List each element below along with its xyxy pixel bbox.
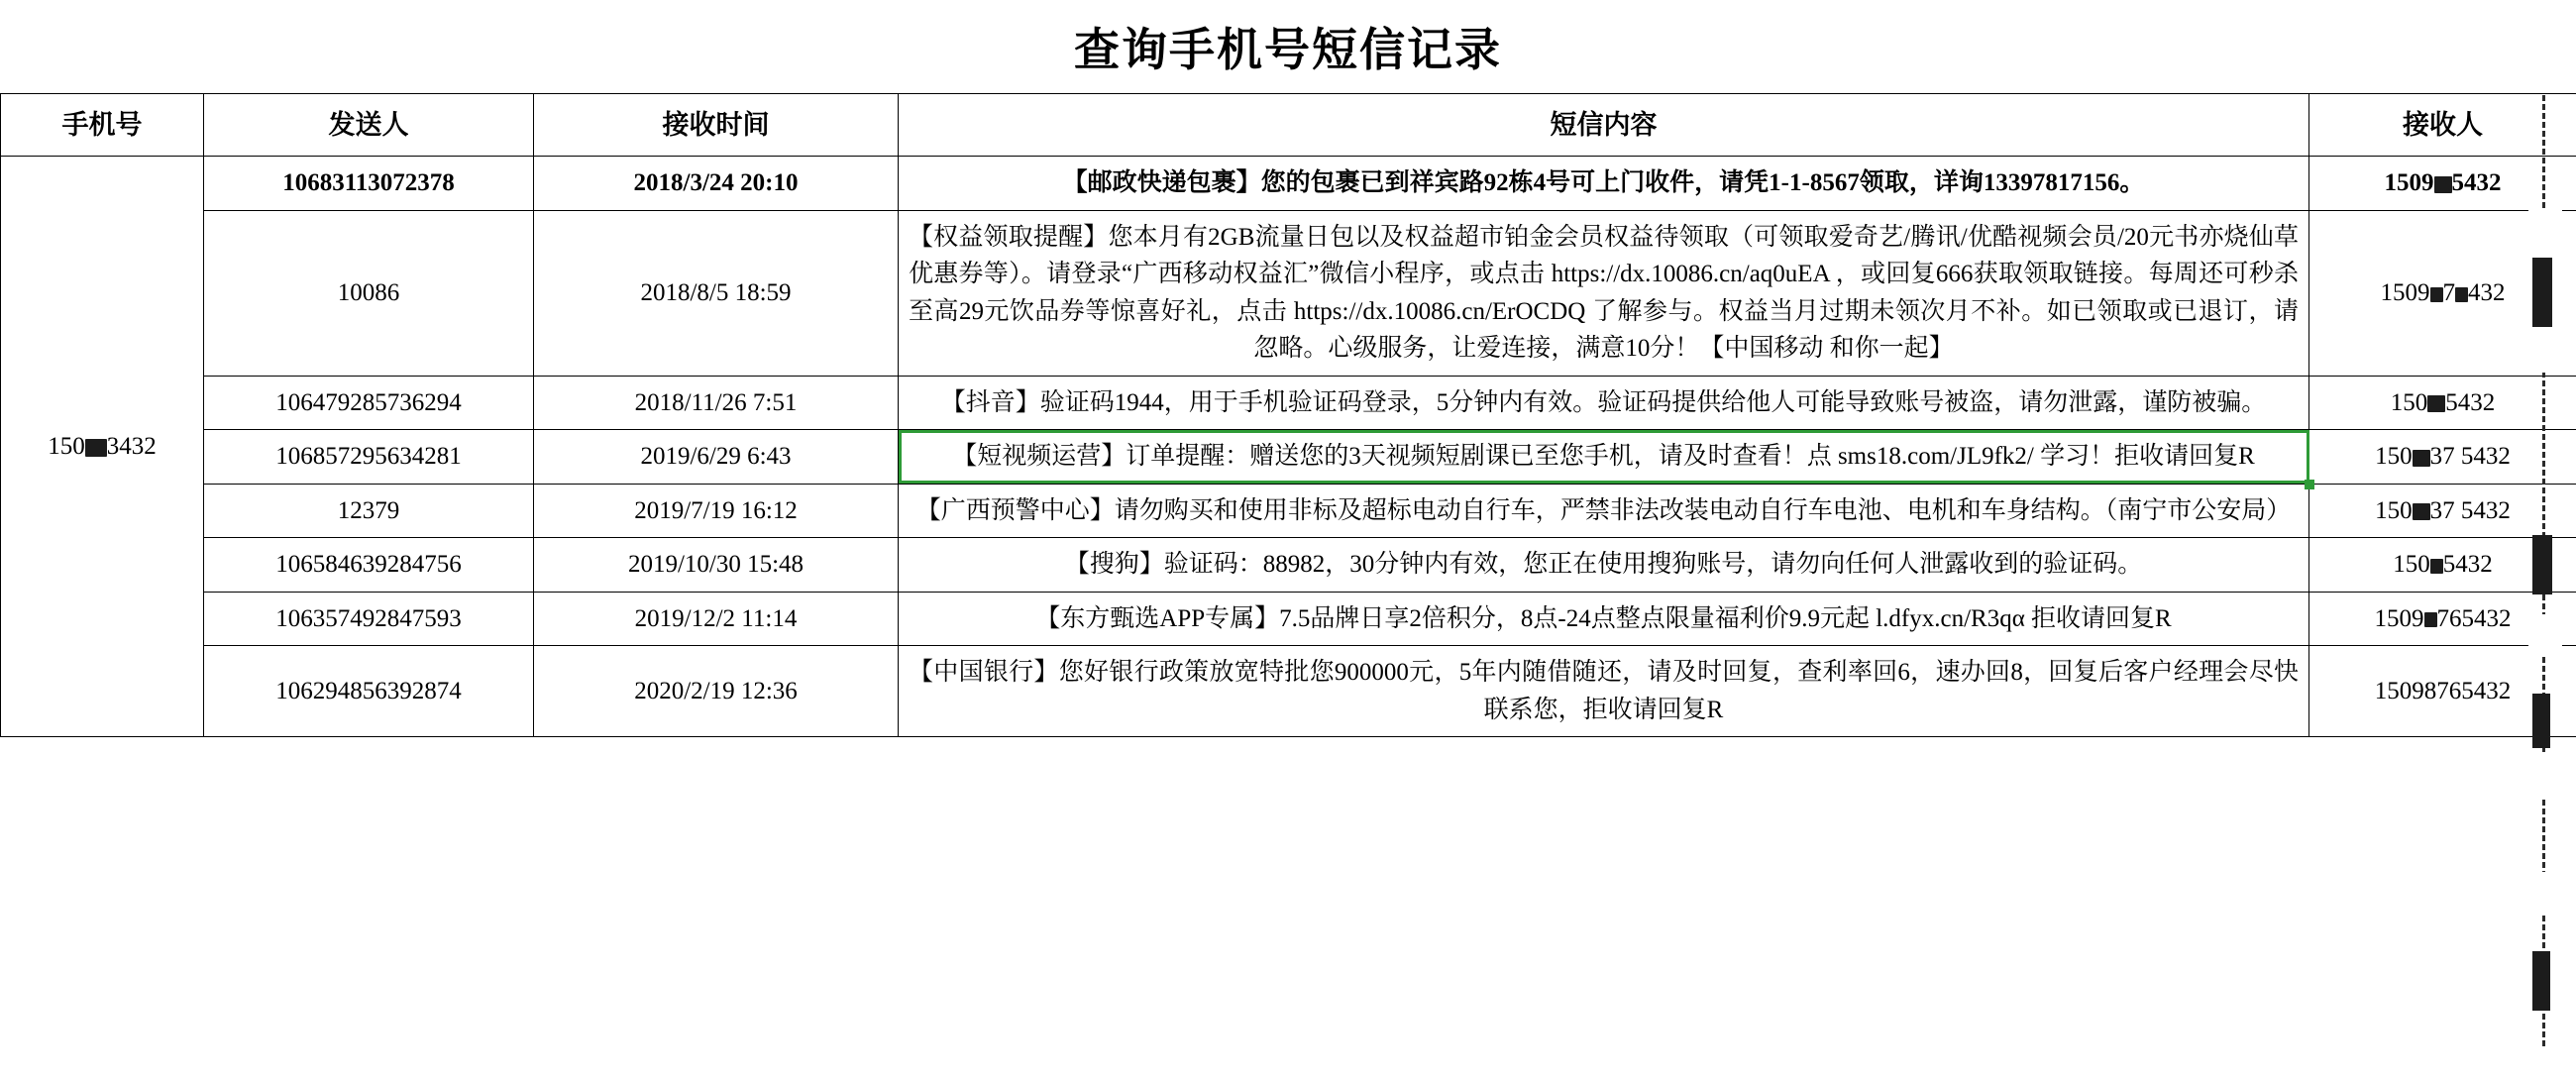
table-row [1, 157, 2576, 211]
sender-cell: 106294856392874 [204, 646, 534, 737]
time-cell: 2018/8/5 18:59 [534, 210, 899, 376]
receiver-prefix: 150 [2375, 443, 2413, 470]
receiver-suffix: 5432 [2442, 551, 2493, 578]
phone-number-prefix: 150 [48, 432, 85, 460]
sender-cell: 106357492847593 [204, 592, 534, 646]
time-cell: 2019/12/2 11:14 [534, 592, 899, 646]
phone-number-cell [1, 157, 204, 737]
redaction-block [2413, 450, 2430, 467]
redaction-block [85, 439, 107, 457]
redaction-block [2430, 559, 2443, 574]
page-title: 查询手机号短信记录 [1074, 24, 1502, 75]
receiver-suffix: 5432 [2451, 169, 2502, 196]
redaction-block [2413, 503, 2430, 520]
time-cell: 2019/6/29 6:43 [534, 430, 899, 485]
table-row [1, 210, 2576, 376]
content-cell: 【广西预警中心】请勿购买和使用非标及超标电动自行车，严禁非法改装电动自行车电池、电机和车身结构。（南宁市公安局） [899, 484, 2309, 538]
receiver-mid: 7 [2442, 278, 2455, 306]
receiver-prefix: 1509 [2384, 169, 2434, 196]
column-header-receiver: 接收人 [2309, 94, 2576, 157]
receiver-suffix: 765432 [2436, 604, 2512, 632]
scan-artifact [2528, 208, 2562, 258]
content-cell: 【邮政快递包裹】您的包裹已到祥宾路92栋4号可上门收件，请凭1-1-8567领取，详询13397817156。 [899, 157, 2309, 211]
receiver-suffix: 37 5432 [2429, 496, 2511, 524]
receiver-cell: 15098765432 [2309, 646, 2576, 737]
table-row [1, 538, 2576, 593]
table-row [1, 430, 2576, 485]
table-row [1, 592, 2576, 646]
column-header-phone: 手机号 [1, 94, 204, 157]
sender-cell: 12379 [204, 484, 534, 538]
sender-cell: 106857295634281 [204, 430, 534, 485]
receiver-prefix: 150 [2375, 496, 2413, 524]
table-row [1, 376, 2576, 430]
redaction-block [2532, 951, 2550, 1011]
scan-artifact [2528, 872, 2562, 916]
receiver-suffix: 37 5432 [2429, 443, 2511, 470]
scan-artifact [2528, 753, 2562, 799]
content-cell-selected[interactable]: 【短视频运营】订单提醒：赠送您的3天视频短剧课已至您手机，请及时查看！点 sms18.com/JL9fk2/ 学习！拒收请回复R [899, 430, 2309, 485]
receiver-cell [2309, 157, 2576, 211]
redaction-block [2532, 694, 2550, 748]
receiver-prefix: 150 [2393, 551, 2430, 578]
content-cell: 【搜狗】验证码：88982，30分钟内有效，您正在使用搜狗账号，请勿向任何人泄露收到的验证码。 [899, 538, 2309, 593]
receiver-suffix: 5432 [2445, 388, 2496, 416]
column-header-sender: 发送人 [204, 94, 534, 157]
sender-cell: 10683113072378 [204, 157, 534, 211]
table-header-row [1, 94, 2576, 157]
redaction-block [2532, 535, 2552, 594]
redaction-block [2430, 287, 2443, 302]
redaction-block [2455, 287, 2468, 302]
receiver-prefix: 1509 [2374, 604, 2424, 632]
redaction-block [2424, 612, 2437, 627]
receiver-cell [2309, 484, 2576, 538]
content-cell: 【权益领取提醒】您本月有2GB流量日包以及权益超市铂金会员权益待领取（可领取爱奇艺/腾讯/优酷视频会员/20元书亦烧仙草优惠券等）。请登录“广西移动权益汇”微信小程序，或点击 https://dx.10086.cn/aq0uEA ，或回复666获取领取链接。每周还可秒杀至高29元饮品券等惊喜好礼，点击 https://dx.10086.cn/ErOCDQ 了解参与。权益当月过期未领次月不补。如已领取或已退订，请忽略。心级服务，让爱连接，满意10分！【中国移动 和你一起】 [899, 210, 2309, 376]
sender-cell: 10086 [204, 210, 534, 376]
phone-number-suffix: 3432 [106, 432, 157, 460]
receiver-prefix: 1509 [2380, 278, 2430, 306]
content-cell: 【东方甄选APP专属】7.5品牌日享2倍积分，8点-24点整点限量福利价9.9元起 l.dfyx.cn/R3qα 拒收请回复R [899, 592, 2309, 646]
receiver-suffix: 432 [2468, 278, 2506, 306]
scan-artifact [2528, 614, 2562, 654]
time-cell: 2019/10/30 15:48 [534, 538, 899, 593]
redaction-block [2427, 395, 2445, 412]
content-cell: 【中国银行】您好银行政策放宽特批您900000元，5年内随借随还，请及时回复，查利率回6，速办回8，回复后客户经理会尽快联系您，拒收请回复R [899, 646, 2309, 737]
table-row [1, 484, 2576, 538]
table-row [1, 646, 2576, 737]
time-cell: 2018/11/26 7:51 [534, 376, 899, 430]
sender-cell: 106479285736294 [204, 376, 534, 430]
time-cell: 2018/3/24 20:10 [534, 157, 899, 211]
receiver-cell [2309, 430, 2576, 485]
redaction-block [2434, 176, 2452, 193]
sender-cell: 106584639284756 [204, 538, 534, 593]
time-cell: 2019/7/19 16:12 [534, 484, 899, 538]
sms-records-table [0, 93, 2576, 737]
receiver-cell [2309, 376, 2576, 430]
content-cell: 【抖音】验证码1944，用于手机验证码登录，5分钟内有效。验证码提供给他人可能导致账号被盗，请勿泄露，谨防被骗。 [899, 376, 2309, 430]
column-header-time: 接收时间 [534, 94, 899, 157]
scan-artifact [2528, 327, 2562, 373]
receiver-prefix: 150 [2390, 388, 2428, 416]
time-cell: 2020/2/19 12:36 [534, 646, 899, 737]
column-header-content: 短信内容 [899, 94, 2309, 157]
